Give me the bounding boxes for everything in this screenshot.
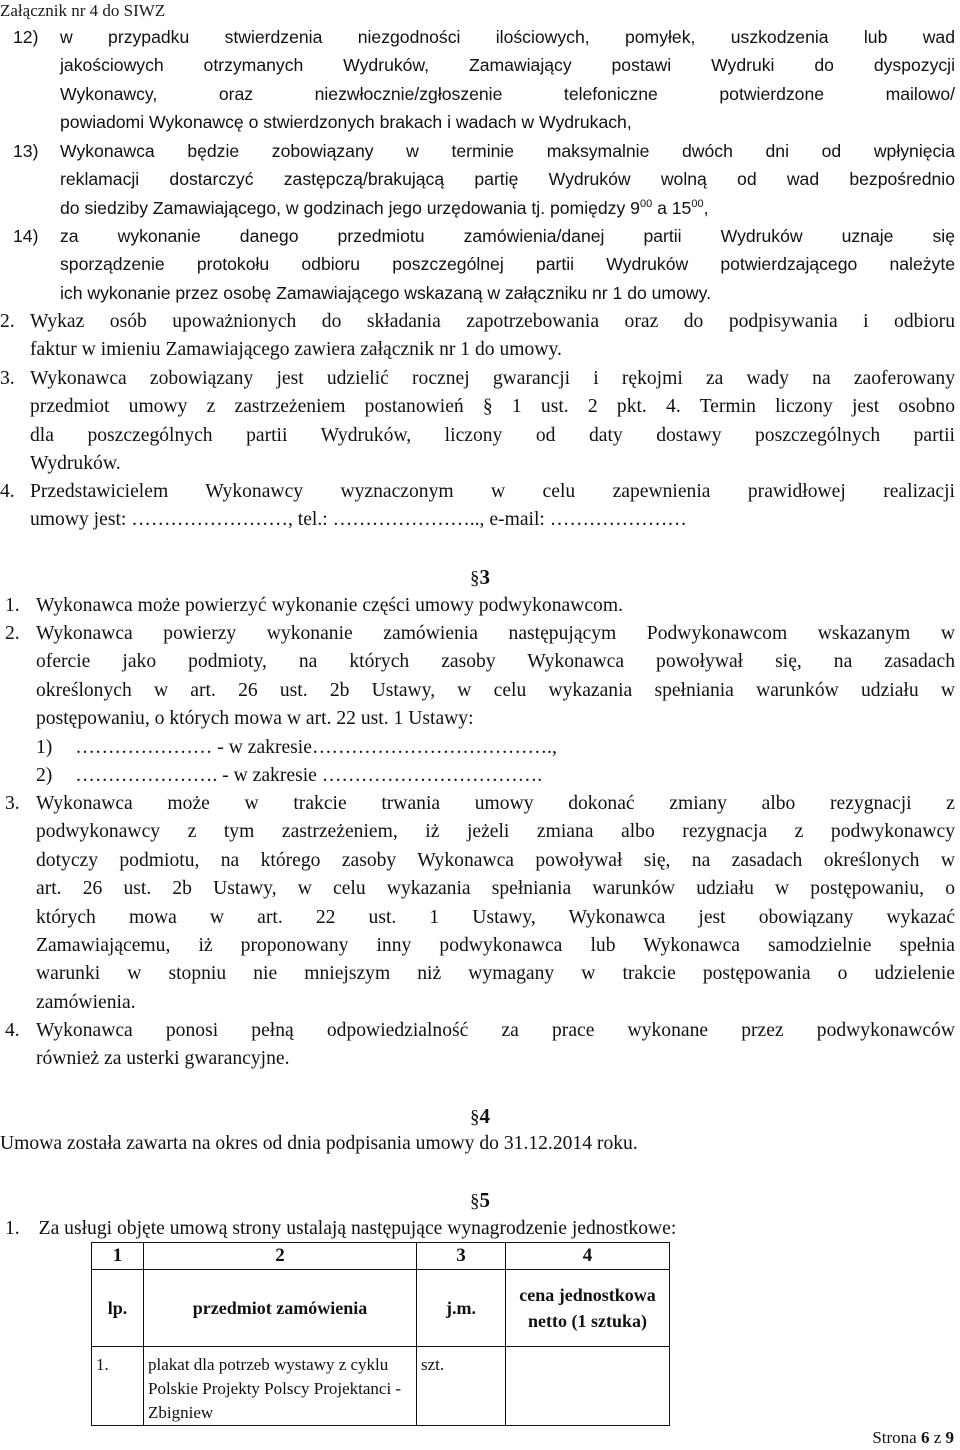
text-line: Wykaz osób upoważnionych do składania zapotrzebowania oraz do podpisywania i odbioru: [30, 311, 955, 332]
text-line: Zamawiającemu, iż proponowany inny podwykonawca lub Wykonawca samodzielnie spełnia: [36, 935, 955, 957]
text-line: umowy jest: ……………………, tel.: ………………….., e-mail: …………………: [30, 509, 687, 531]
page-number: Strona 6 z 9: [872, 1428, 954, 1447]
item-number: 13): [13, 141, 39, 161]
column-header: cena jednostkowa netto (1 sztuka): [506, 1270, 670, 1347]
column-header: lp.: [92, 1270, 144, 1347]
section-4-text: Umowa została zawarta na okres od dnia podpisania umowy do 31.12.2014 roku.: [0, 1133, 638, 1154]
table-row: [92, 1347, 670, 1426]
cell-lp: 1.: [92, 1347, 144, 1426]
text-line: których mowa w art. 22 ust. 1 Ustawy, Wykonawca jest obowiązany wykazać: [36, 906, 955, 928]
sub-item-text: …………………. - w zakresie …………………………….: [75, 765, 543, 786]
text-line: ofercie jako podmioty, na których zasoby Wykonawca powoływał się, na zasadach: [36, 651, 955, 673]
s5-point-1: [5, 1215, 955, 1243]
text-line: również za usterki gwarancyjne.: [36, 1048, 290, 1070]
text-line: art. 26 ust. 2b Ustawy, w celu wykazania spełniania warunków udziału w postępowaniu, o: [36, 878, 955, 900]
text-line: jakościowych otrzymanych Wydruków, Zamawiający postawi Wydruki do dyspozycji: [60, 55, 955, 76]
text-line: Wykonawca może w trakcie trwania umowy dokonać zmiany albo rezygnacji z: [36, 793, 955, 814]
item-12: [13, 23, 955, 137]
s3-point-2: [5, 620, 955, 734]
point-3: [0, 365, 955, 479]
section-heading: §3: [470, 565, 490, 589]
text-line: Wydruków.: [30, 453, 121, 475]
item-13: [13, 137, 955, 222]
text-line: postępowaniu, o których mowa w art. 22 ust. 1 Ustawy:: [36, 708, 474, 730]
text-line: dla poszczególnych partii Wydruków, liczony od daty dostawy poszczególnych partii: [30, 424, 955, 446]
item-14: [13, 222, 955, 307]
section-heading: §5: [470, 1188, 490, 1212]
text-line: Wykonawca może powierzyć wykonanie części umowy podwykonawcom.: [36, 595, 623, 616]
point-number: 1.: [5, 1218, 20, 1239]
text-line: za wykonanie danego przedmiotu zamówienia/danej partii Wydruków uznaje się: [60, 226, 955, 246]
text-line: sporządzenie protokołu odbioru poszczególnej partii Wydruków potwierdzającego należyte: [60, 254, 955, 275]
s3-point-4: [5, 1017, 955, 1074]
point-number: 2.: [0, 311, 15, 332]
point-number: 1.: [5, 595, 20, 616]
header-row: [92, 1270, 670, 1347]
column-number-row: [92, 1243, 670, 1270]
text-line: do siedziby Zamawiającego, w godzinach jego urzędowania tj. pomiędzy $9^{00}$ a $15^{00}$,: [60, 197, 709, 218]
sub-item-number: 1): [36, 737, 53, 758]
text-line: faktur w imieniu Zamawiającego zawiera załącznik nr 1 do umowy.: [30, 339, 562, 361]
s3-point-1: [5, 592, 955, 620]
text-line: dotyczy podmiotu, na którego zasoby Wykonawca powoływał się, na zasadach określonych w: [36, 849, 955, 871]
text-line: Wykonawca ponosi pełną odpowiedzialność za prace wykonane przez podwykonawców: [36, 1020, 955, 1041]
text-line: Przedstawicielem Wykonawcy wyznaczonym w celu zapewnienia prawidłowej realizacji: [30, 481, 955, 502]
sub-item-1: [36, 734, 936, 762]
cell-price: [506, 1347, 670, 1426]
point-2: [0, 308, 955, 365]
column-number: 1: [92, 1243, 144, 1270]
point-4: [0, 478, 955, 535]
text-line: w przypadku stwierdzenia niezgodności ilościowych, pomyłek, uszkodzenia lub wad: [60, 27, 955, 47]
document-header: Załącznik nr 4 do SIWZ: [0, 1, 166, 20]
text-line: zamówienia.: [36, 991, 136, 1013]
cell-item: plakat dla potrzeb wystawy z cyklu Polskie Projekty Polscy Projektanci - Zbigniew: [144, 1347, 417, 1426]
sub-item-text: ………………… - w zakresie……………………………….,: [75, 737, 557, 758]
column-header: przedmiot zamówienia: [144, 1270, 417, 1347]
item-number: 12): [13, 27, 39, 47]
text-line: powiadomi Wykonawcę o stwierdzonych brakach i wadach w Wydrukach,: [60, 112, 632, 133]
sub-item-2: [36, 762, 936, 790]
price-table: [91, 1242, 670, 1426]
point-number: 4.: [0, 481, 15, 502]
column-header: j.m.: [417, 1270, 506, 1347]
point-number: 3.: [5, 793, 20, 814]
text-line: Wykonawca zobowiązany jest udzielić rocznej gwarancji i rękojmi za wady na zaoferowany: [30, 368, 955, 389]
text-line: reklamacji dostarczyć zastępczą/brakującą partię Wydruków wolną od wad bezpośrednio: [60, 169, 955, 190]
text-line: Wykonawcy, oraz niezwłocznie/zgłoszenie telefoniczne potwierdzone mailowo/: [60, 83, 955, 104]
text-line: ich wykonanie przez osobę Zamawiającego wskazaną w załączniku nr 1 do umowy.: [60, 282, 711, 303]
text-line: warunki w stopniu nie mniejszym niż wymagany w trakcie postępowania o udzielenie: [36, 963, 955, 985]
text-line: określonych w art. 26 ust. 2b Ustawy, w celu wykazania spełniania warunków udziału w: [36, 679, 955, 701]
text-line: przedmiot umowy z zastrzeżeniem postanowień § 1 ust. 2 pkt. 4. Termin liczony jest osobno: [30, 396, 955, 418]
column-number: 4: [506, 1243, 670, 1270]
text-line: podwykonawcy z tym zastrzeżeniem, iż jeżeli zmiana albo rezygnacja z podwykonawcy: [36, 821, 955, 843]
point-text: Za usługi objęte umową strony ustalają następujące wynagrodzenie jednostkowe:: [38, 1218, 677, 1239]
text-line: Wykonawca powierzy wykonanie zamówienia następującym Podwykonawcom wskazanym w: [36, 623, 955, 644]
item-number: 14): [13, 226, 39, 246]
s3-point-3: [5, 790, 955, 1017]
point-number: 3.: [0, 368, 15, 389]
column-number: 2: [144, 1243, 417, 1270]
column-number: 3: [417, 1243, 506, 1270]
cell-unit: szt.: [417, 1347, 506, 1426]
point-number: 2.: [5, 623, 20, 644]
point-number: 4.: [5, 1020, 20, 1041]
sub-item-number: 2): [36, 765, 53, 786]
text-line: Wykonawca będzie zobowiązany w terminie maksymalnie dwóch dni od wpłynięcia: [60, 141, 955, 161]
section-heading: §4: [470, 1104, 490, 1128]
